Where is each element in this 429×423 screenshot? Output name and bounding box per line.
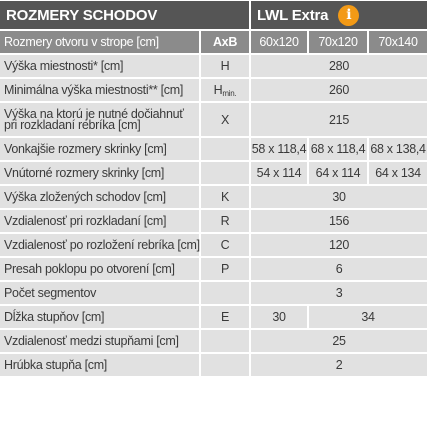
row-label: Počet segmentov	[0, 282, 199, 304]
info-icon[interactable]: i	[338, 5, 359, 26]
row-symbol	[201, 103, 249, 136]
row-symbol-letter: E	[220, 310, 230, 324]
row-value: 120	[251, 234, 427, 256]
row-symbol	[201, 258, 249, 280]
row-value: 25	[251, 330, 427, 352]
table-title: ROZMERY SCHODOV	[0, 1, 249, 29]
row-value: 30	[251, 306, 307, 328]
row-label: Vzdialenosť po rozložení rebríka [cm]	[0, 234, 199, 256]
table-row	[0, 282, 427, 304]
row-value: 280	[251, 55, 427, 77]
row-label: Dĺžka stupňov [cm]	[0, 306, 199, 328]
row-symbol	[201, 234, 249, 256]
row-value: 156	[251, 210, 427, 232]
row-symbol-letter: K	[220, 190, 230, 204]
table-row	[0, 186, 427, 208]
row-label: Presah poklopu po otvorení [cm]	[0, 258, 199, 280]
row-label: Vnútorné rozmery skrinky [cm]	[0, 162, 199, 184]
row-value: 2	[251, 354, 427, 376]
table-row	[0, 103, 427, 136]
table-body	[0, 55, 427, 376]
row-symbol	[201, 138, 249, 160]
table-row	[0, 306, 427, 328]
row-symbol-letter: X	[220, 112, 230, 127]
table-row	[0, 234, 427, 256]
row-value: 6	[251, 258, 427, 280]
row-label: Výška na ktorú je nutné dočiahnuť pri rozkladaní rebríka [cm]	[0, 103, 199, 136]
row-value: 64 x 134	[369, 162, 427, 184]
variant-70x120: 70x120	[309, 31, 367, 53]
row-label: Hrúbka stupňa [cm]	[0, 354, 199, 376]
row-symbol	[201, 79, 249, 101]
opening-size-row	[0, 31, 427, 53]
table-header-row	[0, 1, 427, 29]
table-row	[0, 55, 427, 77]
row-symbol-letter: R	[220, 214, 230, 228]
row-symbol	[201, 210, 249, 232]
row-symbol	[201, 55, 249, 77]
table-row	[0, 258, 427, 280]
model-name-cell	[251, 1, 427, 29]
row-symbol	[201, 162, 249, 184]
row-symbol-subscript: min.	[222, 88, 237, 98]
row-value: 260	[251, 79, 427, 101]
row-symbol-letter: H	[213, 82, 223, 97]
variant-60x120: 60x120	[251, 31, 307, 53]
opening-size-label: Rozmery otvoru v strope [cm]	[0, 31, 199, 53]
model-name: LWL Extra	[257, 6, 329, 24]
row-label: Výška miestnosti* [cm]	[0, 55, 199, 77]
table-row	[0, 354, 427, 376]
table-row	[0, 210, 427, 232]
row-value: 34	[309, 306, 427, 328]
row-symbol	[201, 306, 249, 328]
table-row	[0, 330, 427, 352]
row-symbol	[201, 330, 249, 352]
row-symbol	[201, 186, 249, 208]
row-value: 215	[251, 103, 427, 136]
row-label: Vzdialenosť medzi stupňami [cm]	[0, 330, 199, 352]
row-label: Vonkajšie rozmery skrinky [cm]	[0, 138, 199, 160]
row-value: 64 x 114	[309, 162, 367, 184]
opening-size-symbol: AxB	[201, 31, 249, 53]
row-value: 68 x 118,4	[309, 138, 367, 160]
row-value: 58 x 118,4	[251, 138, 307, 160]
row-value: 54 x 114	[251, 162, 307, 184]
row-value: 3	[251, 282, 427, 304]
row-label: Minimálna výška miestnosti** [cm]	[0, 79, 199, 101]
table-row	[0, 162, 427, 184]
table-row	[0, 138, 427, 160]
row-label: Výška zložených schodov [cm]	[0, 186, 199, 208]
table-row	[0, 79, 427, 101]
row-value: 30	[251, 186, 427, 208]
row-value: 68 x 138,4	[369, 138, 427, 160]
variant-70x140: 70x140	[369, 31, 427, 53]
row-symbol-letter: H	[220, 59, 230, 73]
row-symbol	[201, 354, 249, 376]
row-label: Vzdialenosť pri rozkladaní [cm]	[0, 210, 199, 232]
row-symbol-letter: P	[220, 262, 230, 276]
row-symbol-letter: C	[220, 238, 230, 252]
row-symbol	[201, 282, 249, 304]
